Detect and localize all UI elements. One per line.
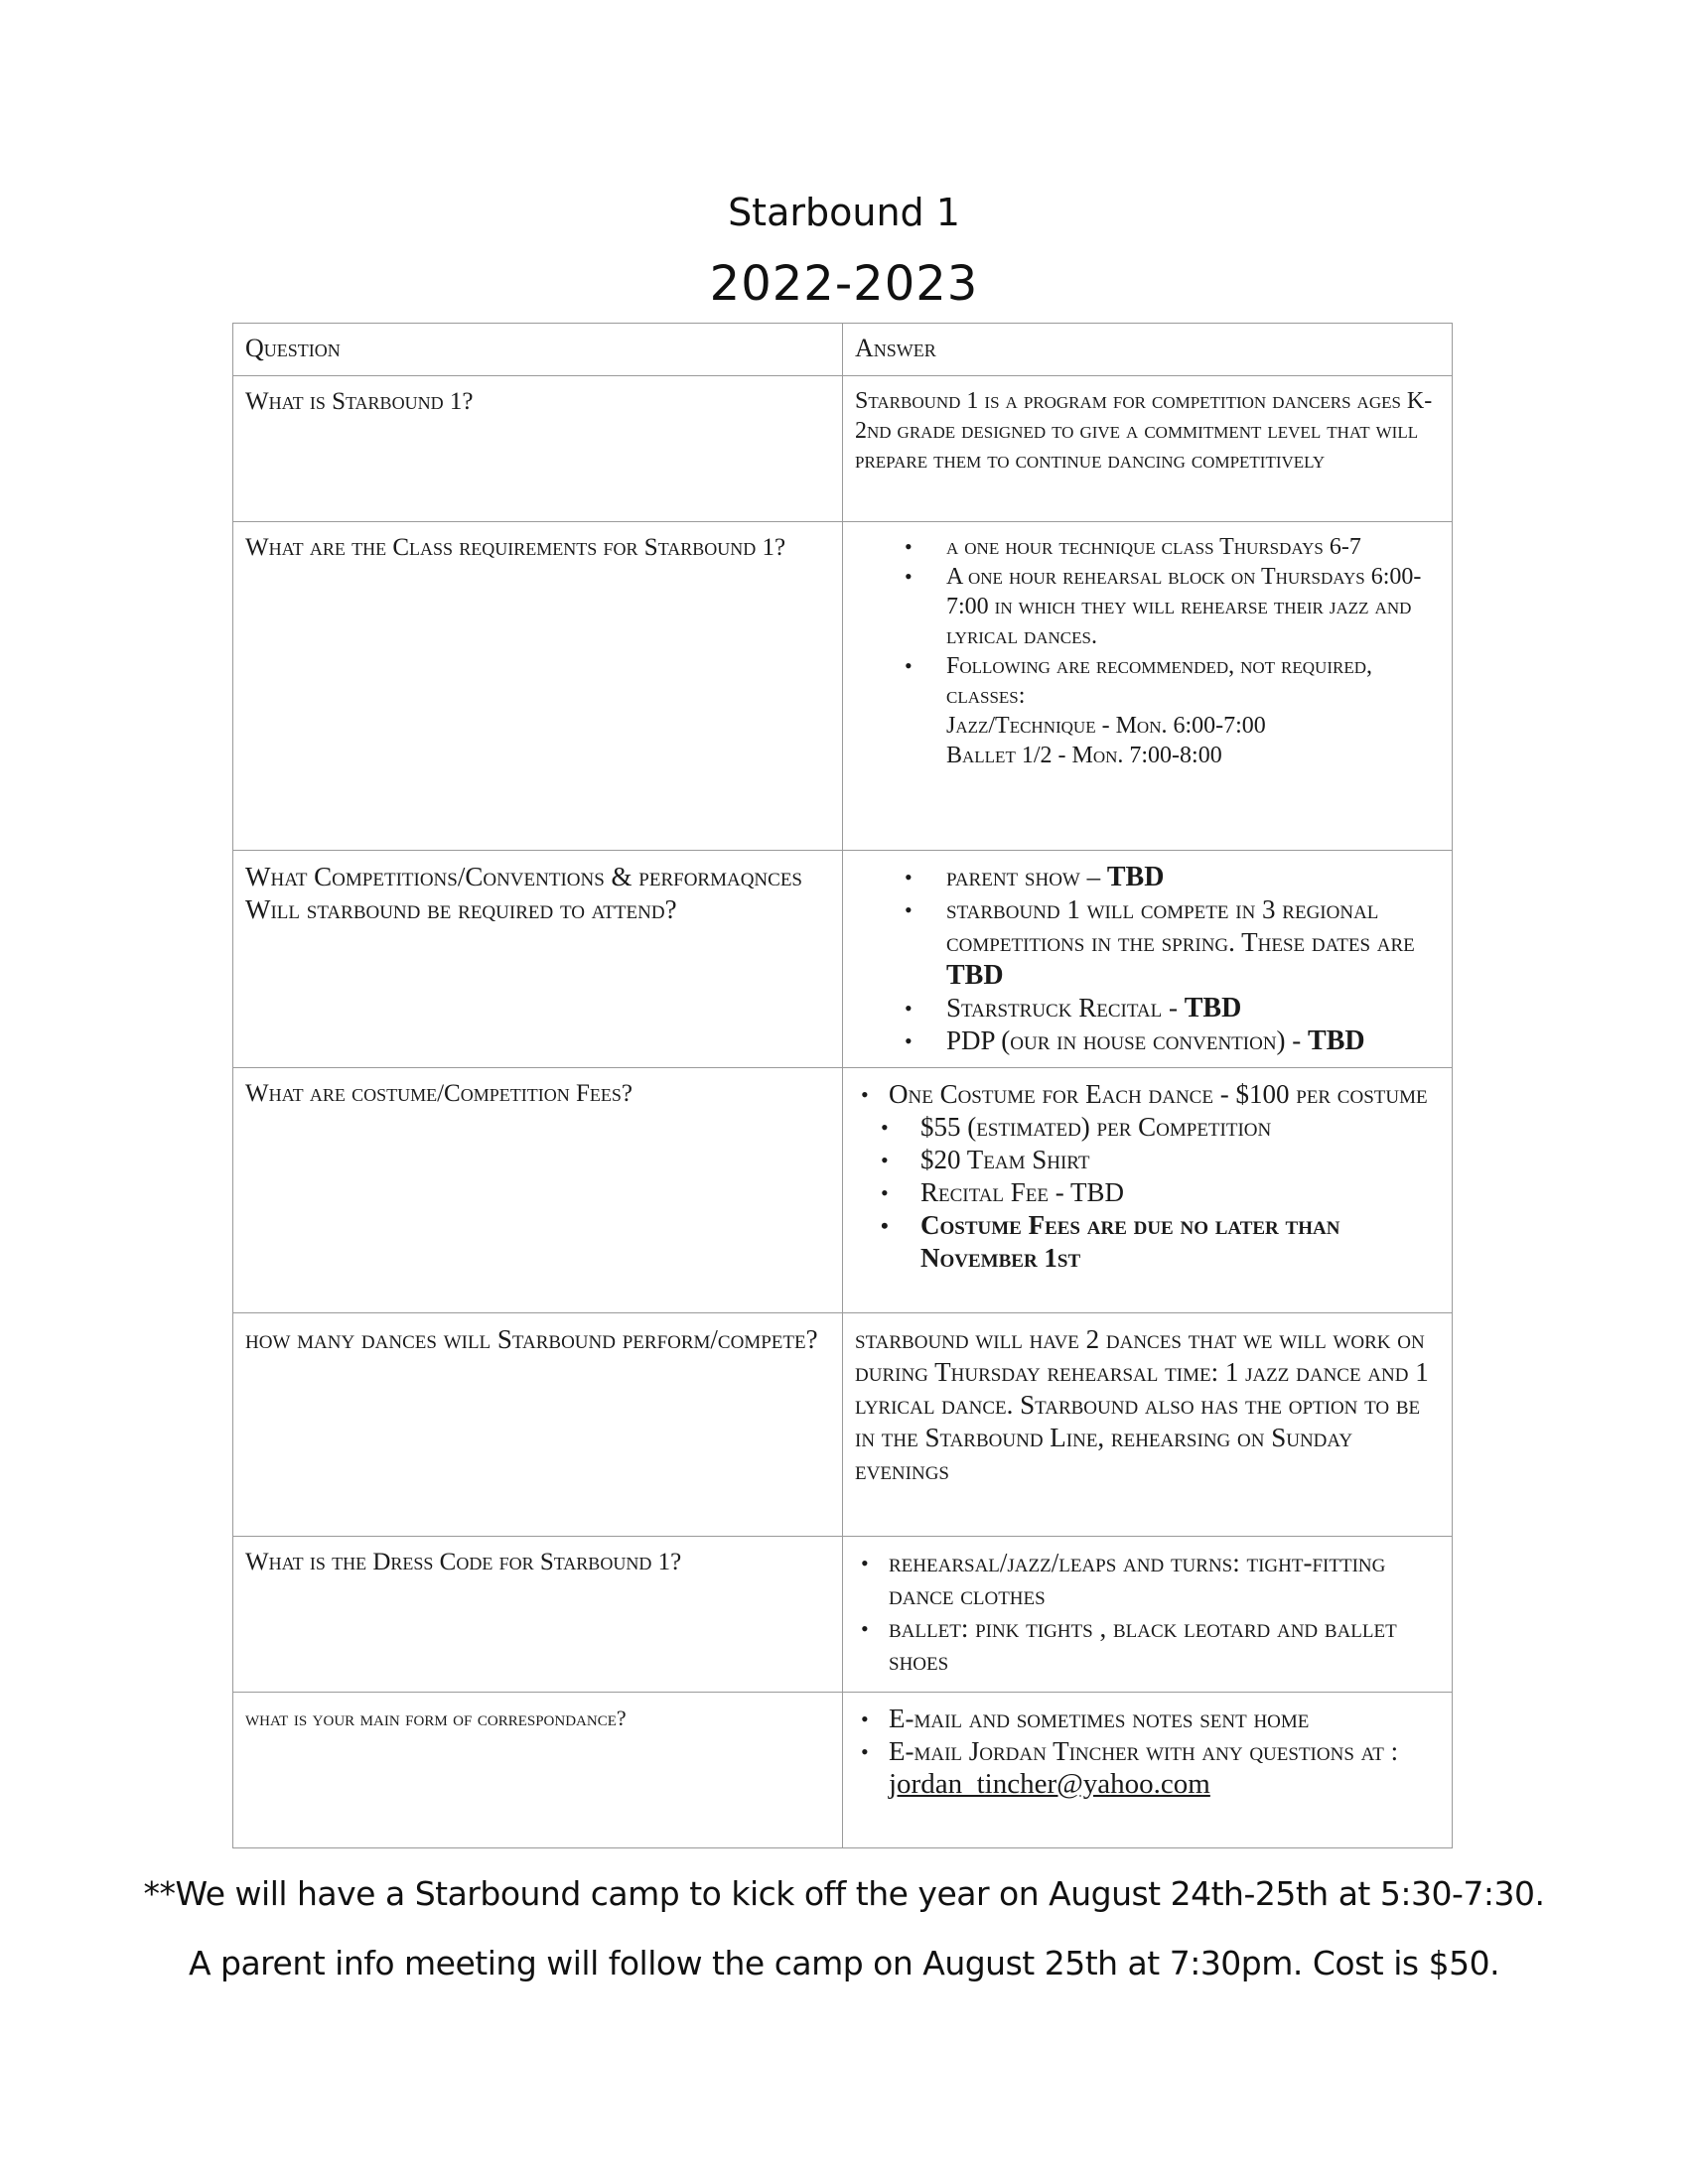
- list-item: [946, 651, 1440, 770]
- list-item-text: E-mail Jordan Tincher with any questions at :: [889, 1736, 1399, 1766]
- list-item: [946, 861, 1440, 893]
- list-item: • E-mail and sometimes notes sent home: [889, 1703, 1440, 1735]
- list-item-text: parent show –: [946, 862, 1107, 891]
- table-row: [233, 1068, 1453, 1313]
- answer-cell: starbound will have 2 dances that we will work on during Thursday rehearsal time: 1 jazz dance and 1 lyrical dance. Starbound also has the option to be in the Starbound Line, rehearsing on Sunday evenings: [843, 1313, 1453, 1537]
- schedule-line: Jazz/Technique - Mon. 6:00-7:00: [946, 713, 1266, 739]
- list-item: [946, 992, 1440, 1024]
- answer-sublist: [855, 1111, 1440, 1275]
- tbd-label: TBD: [1184, 993, 1242, 1024]
- question-cell: what is your main form of correspondance?: [233, 1693, 843, 1848]
- list-item: • Recital Fee - TBD: [920, 1176, 1440, 1209]
- answer-list: [855, 532, 1440, 770]
- question-cell: how many dances will Starbound perform/compete?: [233, 1313, 843, 1537]
- page-subtitle-year: 2022-2023: [709, 256, 979, 312]
- list-item: • $20 Team Shirt: [920, 1144, 1440, 1176]
- meeting-announcement: A parent info meeting will follow the camp on August 25th at 7:30pm. Cost is $50.: [188, 1944, 1500, 1982]
- list-item: • One Costume for Each dance - $100 per costume: [889, 1078, 1440, 1111]
- answer-list: [855, 1078, 1440, 1111]
- answer-cell: [843, 1693, 1453, 1848]
- question-cell: What Competitions/Conventions & performaqnces Will starbound be required to attend?: [233, 851, 843, 1068]
- list-item-text: starbound 1 will compete in 3 regional competitions in the spring. These dates are: [946, 894, 1415, 957]
- answer-cell: [843, 851, 1453, 1068]
- answer-list: [855, 1547, 1440, 1678]
- table-row: [233, 1537, 1453, 1693]
- page-title: Starbound 1: [728, 191, 960, 234]
- list-item: [946, 893, 1440, 992]
- list-item: • A one hour rehearsal block on Thursdays 6:00-7:00 in which they will rehearse their jazz and lyrical dances.: [946, 562, 1440, 651]
- table-row: [233, 376, 1453, 522]
- faq-table: [232, 323, 1453, 1848]
- list-item: [889, 1735, 1440, 1801]
- camp-announcement: **We will have a Starbound camp to kick off the year on August 24th-25th at 5:30-7:30.: [143, 1874, 1545, 1913]
- question-cell: What are costume/Competition Fees?: [233, 1068, 843, 1313]
- table-row: [233, 851, 1453, 1068]
- list-item-text: Starstruck Recital -: [946, 993, 1185, 1023]
- column-header-answer: Answer: [843, 324, 1453, 376]
- list-item: • Costume Fees are due no later than November 1st: [920, 1209, 1440, 1275]
- list-item: • $55 (estimated) per Competition: [920, 1111, 1440, 1144]
- answer-list: [855, 861, 1440, 1057]
- answer-cell: [843, 1537, 1453, 1693]
- column-header-question: Question: [233, 324, 843, 376]
- answer-list: [855, 1703, 1440, 1801]
- tbd-label: TBD: [946, 960, 1004, 991]
- email-link[interactable]: jordan_tincher@yahoo.com: [889, 1768, 1210, 1800]
- table-row: [233, 1313, 1453, 1537]
- list-item-text: Following are recommended, not required, classes:: [946, 653, 1372, 709]
- tbd-label: TBD: [1106, 862, 1165, 892]
- answer-cell: Starbound 1 is a program for competition dancers ages K-2nd grade designed to give a commitment level that will prepare them to continue dancing competitively: [843, 376, 1453, 522]
- list-item: • a one hour technique class Thursdays 6-7: [946, 532, 1440, 562]
- list-item: • rehearsal/jazz/leaps and turns: tight-fitting dance clothes: [889, 1547, 1440, 1612]
- answer-cell: [843, 1068, 1453, 1313]
- question-cell: What are the Class requirements for Starbound 1?: [233, 522, 843, 851]
- answer-cell: [843, 522, 1453, 851]
- question-cell: What is the Dress Code for Starbound 1?: [233, 1537, 843, 1693]
- table-row: [233, 522, 1453, 851]
- question-cell: What is Starbound 1?: [233, 376, 843, 522]
- tbd-label: TBD: [1308, 1025, 1365, 1056]
- list-item: • ballet: pink tights , black leotard and ballet shoes: [889, 1612, 1440, 1678]
- table-header-row: [233, 324, 1453, 376]
- table-row: [233, 1693, 1453, 1848]
- list-item-text: PDP (our in house convention) -: [946, 1025, 1309, 1055]
- list-item: [946, 1024, 1440, 1057]
- schedule-line: Ballet 1/2 - Mon. 7:00-8:00: [946, 743, 1222, 768]
